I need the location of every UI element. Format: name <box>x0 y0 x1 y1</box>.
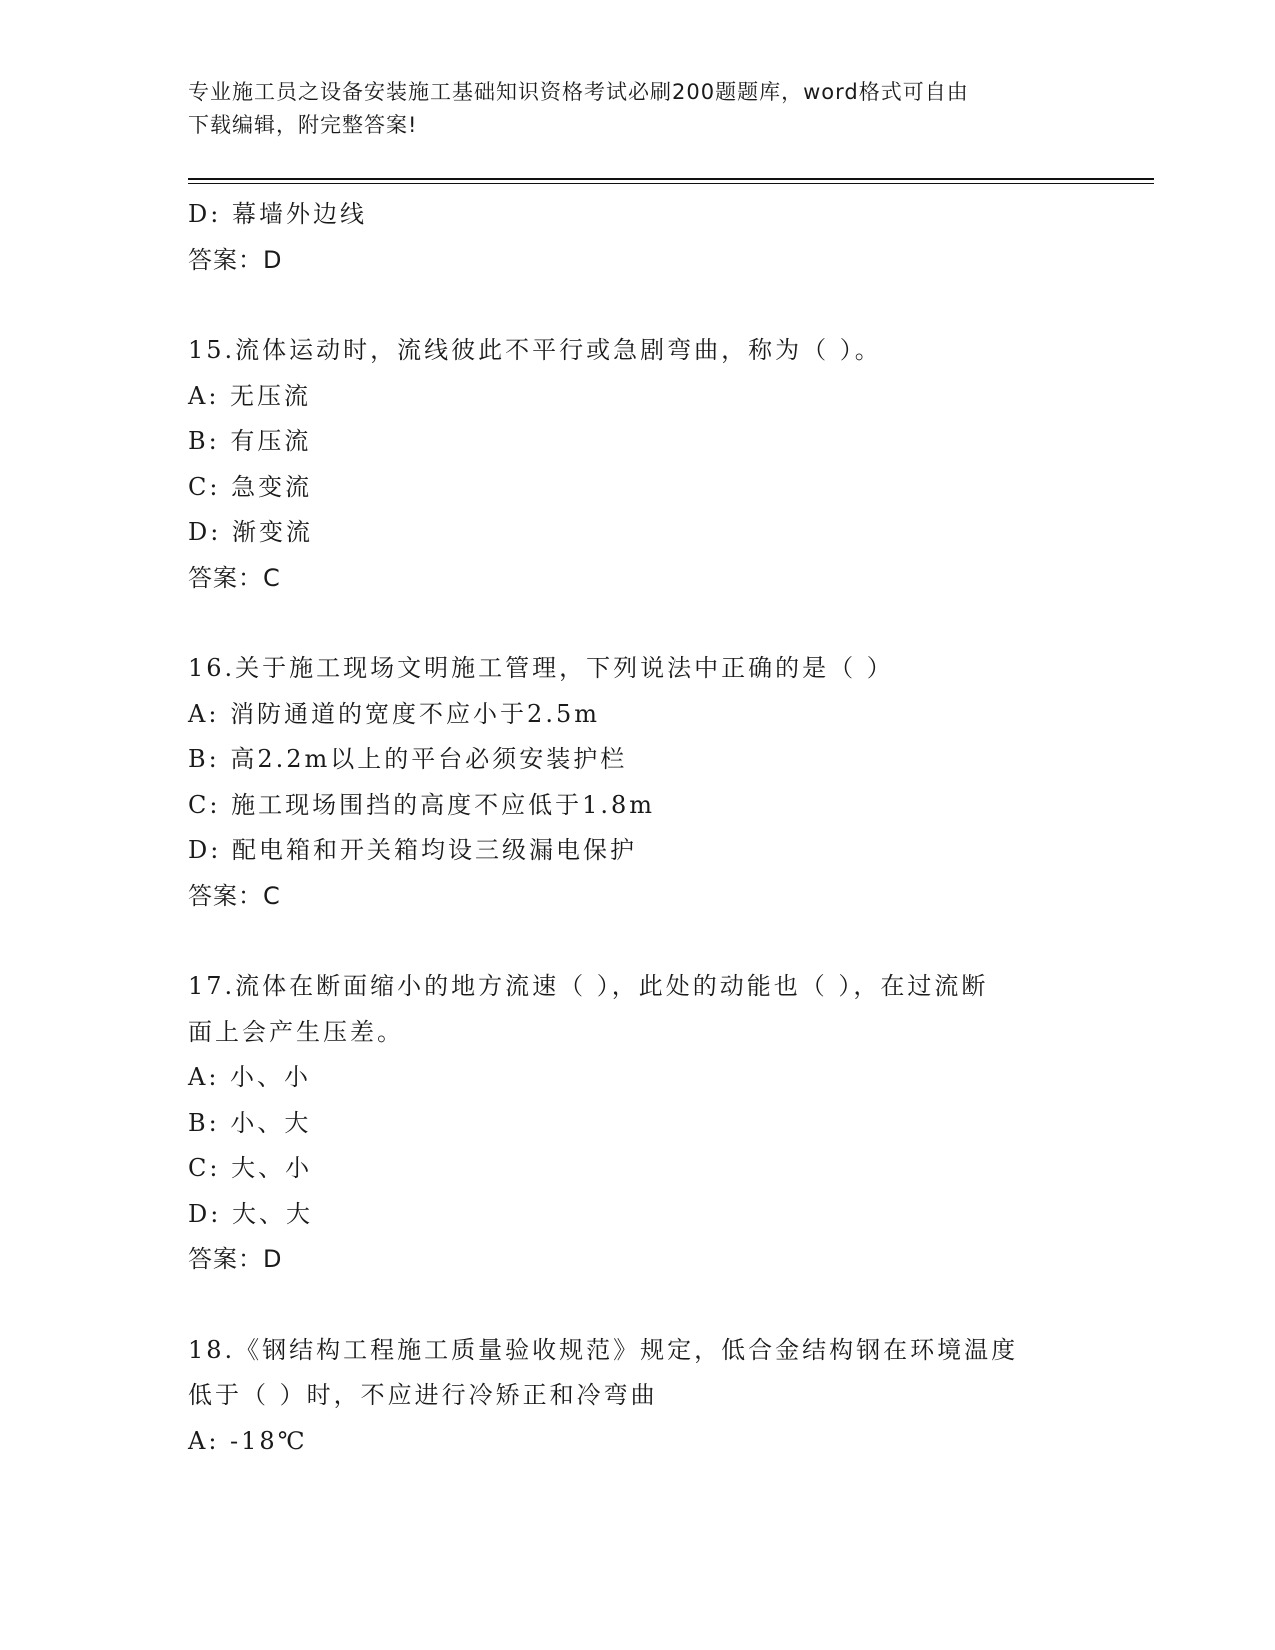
answer-line: 答案：D <box>188 1245 283 1273</box>
option-d: D: 渐变流 <box>188 518 313 546</box>
header-divider-thick <box>188 178 1154 180</box>
option-a: A: 小、小 <box>188 1063 312 1091</box>
header-line-2: 下载编辑，附完整答案! <box>188 113 418 137</box>
option-d: D: 配电箱和开关箱均设三级漏电保护 <box>188 836 637 864</box>
option-d: D: 幕墙外边线 <box>188 200 367 228</box>
option-b: B: 小、大 <box>188 1108 312 1137</box>
answer-line: 答案：C <box>188 563 281 592</box>
option-b: B: 有压流 <box>188 427 312 455</box>
option-d: D: 大、大 <box>188 1199 313 1228</box>
option-a: A: 消防通道的宽度不应小于2.5m <box>188 699 600 728</box>
document-header <box>188 76 1088 142</box>
option-c: C: 大、小 <box>188 1154 313 1182</box>
option-c: C: 急变流 <box>188 472 313 501</box>
question-text: 15.流体运动时，流线彼此不平行或急剧弯曲，称为（ ）。 <box>188 336 882 364</box>
question-text-continued: 面上会产生压差。 <box>188 1017 404 1046</box>
answer-line: 答案：C <box>188 881 281 910</box>
header-divider-thin <box>188 183 1154 184</box>
question-text: 16.关于施工现场文明施工管理，下列说法中正确的是（ ） <box>188 654 894 682</box>
option-a: A: 无压流 <box>188 381 312 410</box>
question-list <box>188 192 1088 1464</box>
question-text: 17.流体在断面缩小的地方流速（ ），此处的动能也（ ），在过流断 <box>188 972 989 1000</box>
option-b: B: 高2.2m以上的平台必须安装护栏 <box>188 745 628 773</box>
question-text-continued: 低于（ ）时，不应进行冷矫正和冷弯曲 <box>188 1381 658 1409</box>
option-a: A: -18℃ <box>188 1426 308 1455</box>
question-text: 18.《钢结构工程施工质量验收规范》规定，低合金结构钢在环境温度 <box>188 1335 1019 1364</box>
answer-line: 答案：D <box>188 245 283 274</box>
header-line-1: 专业施工员之设备安装施工基础知识资格考试必刷200题题库，word格式可自由 <box>188 80 969 104</box>
option-c: C: 施工现场围挡的高度不应低于1.8m <box>188 790 656 819</box>
